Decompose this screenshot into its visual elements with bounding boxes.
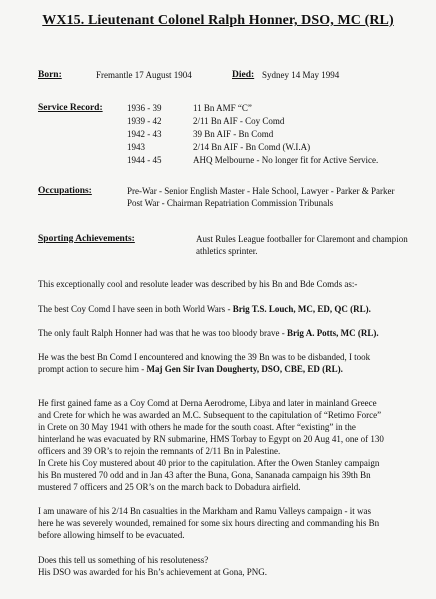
para1-line-6: In Crete his Coy mustered about 40 prior to the capitulation. After the Owen Stanley campaign [38,458,380,468]
quote-1 [38,304,371,315]
service-detail-2: 2/11 Bn AIF - Coy Comd [193,116,285,126]
para1-line-3: in Crete on 30 May 1941 with others he made for the south coast. After “existing” in the [38,422,356,432]
para2-line-2: here he was severely wounded, remained for some six hours directing and commanding his Bn [38,518,380,528]
para2-line-3: before allowing himself to be evacuated. [38,530,185,540]
sporting-line-1: Aust Rules League footballer for Claremont and champion [196,234,408,244]
service-detail-1: 11 Bn AMF “C” [193,103,252,113]
service-years-3: 1942 - 43 [127,129,162,139]
para2-line-1: I am unaware of his 2/14 Bn casualties in the Markham and Ramu Valleys campaign - it was [38,506,371,516]
para1-line-7: his Bn mustered 70 odd and in Jan 43 after the Buna, Gona, Sananada campaign his 39th Bn [38,470,371,480]
service-detail-5: AHQ Melbourne - No longer fit for Active Service. [193,155,379,165]
quote-2-text: The only fault Ralph Honner had was that he was too bloody brave - [38,328,287,338]
quote-3-text: prompt action to secure him - [38,364,147,374]
quote-1-text: The best Coy Comd I have seen in both World Wars - [38,304,233,314]
sporting-label: Sporting Achievements: [38,234,135,244]
service-years-2: 1939 - 42 [127,116,162,126]
died-label: Died: [232,70,255,80]
para1-line-5: officers and 39 OR’s to rejoin the remnants of 2/11 Bn in Palestine. [38,446,281,456]
quote-2-attribution: Brig A. Potts, MC (RL). [286,328,379,338]
quote-3-line-2 [38,364,343,375]
sporting-line-2: athletics sprinter. [196,246,258,256]
page-title: WX15. Lieutenant Colonel Ralph Honner, DSO, MC (RL) [42,13,394,28]
born-label: Born: [38,70,62,80]
service-record-label: Service Record: [38,103,103,113]
para1-line-2: and Crete for which he was awarded an M.C. Subsequent to the capitulation of “Retimo Force” [38,410,382,420]
occupations-label: Occupations: [38,186,92,196]
closing-line-1: Does this tell us something of his resoluteness? [38,555,209,565]
service-detail-4: 2/14 Bn AIF - Bn Comd (W.I.A) [193,142,311,152]
service-detail-3: 39 Bn AIF - Bn Comd [193,129,274,139]
quote-3-line-1: He was the best Bn Comd I encountered and knowing the 39 Bn was to be disbanded, I took [38,352,371,362]
service-years-5: 1944 - 45 [127,155,162,165]
occupation-line-1: Pre-War - Senior English Master - Hale School, Lawyer - Parker & Parker [127,186,395,196]
died-value: Sydney 14 May 1994 [262,70,340,80]
occupation-line-2: Post War - Chairman Repatriation Commission Tribunals [127,198,334,208]
para1-line-1: He first gained fame as a Coy Comd at Derna Aerodrome, Libya and later in mainland Greece [38,398,377,408]
service-years-4: 1943 [127,142,145,152]
closing-line-2: His DSO was awarded for his Bn’s achievement at Gona, PNG. [38,567,267,577]
quote-3-attribution: Maj Gen Sir Ivan Dougherty, DSO, CBE, ED (RL). [146,364,343,374]
quote-1-attribution: Brig T.S. Louch, MC, ED, QC (RL). [232,304,371,314]
intro-text: This exceptionally cool and resolute leader was described by his Bn and Bde Comds as:- [38,279,358,289]
quote-2 [38,328,379,339]
service-years-1: 1936 - 39 [127,103,162,113]
para1-line-8: mustered 7 officers and 25 OR’s on the march back to Dobadura airfield. [38,482,301,492]
born-value: Fremantle 17 August 1904 [96,70,192,80]
para1-line-4: hinterland he was evacuated by RN submarine, HMS Torbay to Egypt on 20 Aug 41, one of 130 [38,434,384,444]
